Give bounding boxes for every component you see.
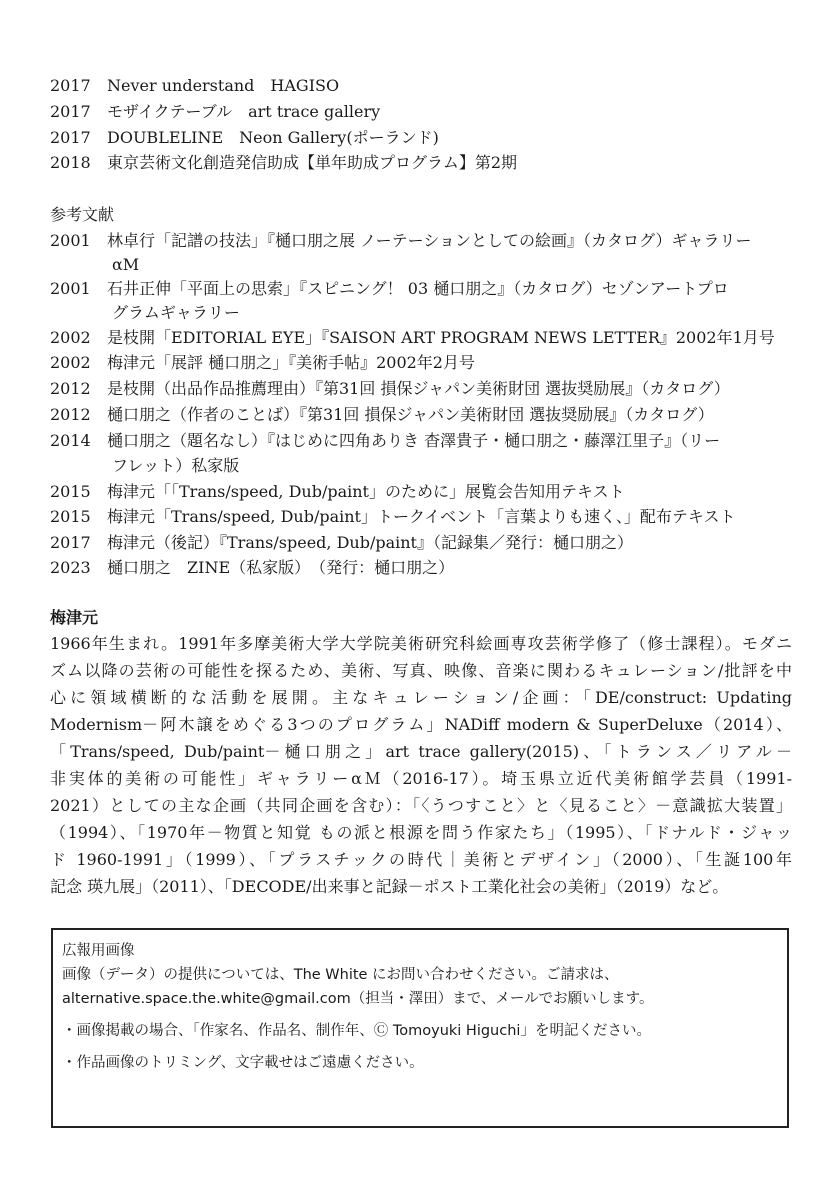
exhibition-year: 2017 [50, 128, 91, 147]
bio-paragraph [50, 630, 792, 900]
reference-text: 梅津元（後記）『Trans/speed, Dub/paint』（記録集／発行：樋口朋之） [107, 533, 633, 552]
press-heading: 広報用画像 [62, 943, 135, 959]
reference-text: 樋口朋之（作者のことば）『第31回 損保ジャパン美術財団 選抜奨励展』（カタログ） [107, 405, 714, 424]
exhibition-text: DOUBLELINE Neon Gallery(ポーランド) [107, 128, 439, 147]
exhibition-text: 東京芸術文化創造発信助成【単年助成プログラム】第2期 [107, 153, 518, 172]
reference-text: 梅津元「「Trans/speed, Dub/paint」のために」展覧会告知用テキスト [107, 482, 625, 501]
bio-line: 1966年生まれ。1991年多摩美術大学大学院美術研究科絵画専攻芸術学修了（修士課程）。モダニ [50, 634, 792, 653]
press-image-notice-box [51, 928, 789, 1128]
reference-year: 2017 [50, 533, 91, 552]
exhibition-year: 2017 [50, 76, 91, 95]
reference-text: 石井正伸「平面上の思索」『スピニング！ 03 樋口朋之』（カタログ）セゾンアートプロ [107, 279, 729, 298]
reference-year: 2001 [50, 231, 91, 250]
exhibition-text: Never understand HAGISO [107, 76, 340, 95]
bio-name-heading: 梅津元 [50, 608, 99, 627]
press-note: ・画像掲載の場合、「作家名、作品名、制作年、Ⓒ Tomoyuki Higuchi」を明記ください。 [62, 1023, 651, 1039]
reference-year: 2001 [50, 279, 91, 298]
bio-line: 非実体的美術の可能性」ギャラリーαＭ（2016-17）。埼玉県立近代美術館学芸員（1991- [50, 769, 792, 788]
bio-line: ド 1960-1991」（1999）、「プラスチックの時代｜美術とデザイン」（2000）、「生誕100年 [50, 850, 792, 869]
reference-year: 2023 [50, 558, 91, 577]
bio-line: Modernism－阿木譲をめぐる3つのプログラム」NADiff modern & SuperDeluxe（2014）、 [50, 715, 792, 734]
reference-text: 是枝開「EDITORIAL EYE」『SAISON ART PROGRAM NEWS LETTER』2002年1月号 [107, 328, 775, 347]
reference-continuation: αM [112, 255, 140, 274]
press-note: ・作品画像のトリミング、文字載せはご遠慮ください。 [62, 1055, 424, 1071]
reference-year: 2015 [50, 482, 91, 501]
exhibition-year: 2017 [50, 102, 91, 121]
bio-line: 心に領域横断的な活動を展開。主なキュレーション/企画：「DE/construct: Updating [50, 688, 792, 707]
reference-text: 是枝開（出品作品推薦理由）『第31回 損保ジャパン美術財団 選抜奨励展』（カタログ） [107, 379, 730, 398]
bio-line: ズム以降の芸術の可能性を探るため、美術、写真、映像、音楽に関わるキュレーション/批評を中 [50, 661, 792, 680]
reference-continuation: グラムギャラリー [112, 303, 240, 322]
reference-year: 2012 [50, 405, 91, 424]
reference-text: 梅津元「Trans/speed, Dub/paint」トークイベント「言葉よりも速く、」配布テキスト [107, 507, 736, 526]
reference-year: 2012 [50, 379, 91, 398]
exhibition-text: モザイクテーブル art trace gallery [107, 102, 381, 121]
bio-line: （1994）、「1970年－物質と知覚 もの派と根源を問う作家たち」（1995）、「ドナルド・ジャッ [50, 823, 792, 842]
exhibition-year: 2018 [50, 153, 91, 172]
reference-text: 樋口朋之 ZINE（私家版） （発行：樋口朋之） [107, 558, 455, 577]
reference-text: 林卓行「記譜の技法」『樋口朋之展 ノーテーションとしての絵画』（カタログ）ギャラリー [107, 231, 752, 250]
reference-text: 樋口朋之（題名なし）『はじめに四角ありき 杳澤貴子・樋口朋之・藤澤江里子』（リー [107, 431, 721, 450]
references-heading: 参考文献 [50, 205, 115, 224]
reference-year: 2015 [50, 507, 91, 526]
press-line: 画像（データ）の提供については、The White にお問い合わせください。ご請求は、 [62, 967, 619, 983]
reference-continuation: フレット）私家版 [112, 456, 240, 475]
bio-line: 記念 瑛九展」（2011）、「DECODE/出来事と記録－ポスト工業化社会の美術」（2019）など。 [50, 877, 729, 896]
reference-text: 梅津元「展評 樋口朋之」『美術手帖』2002年2月号 [107, 353, 475, 372]
reference-year: 2002 [50, 353, 91, 372]
press-contact-line: alternative.space.the.white@gmail.com（担当・澤田）まで、メールでお願いします。 [62, 991, 654, 1007]
reference-year: 2014 [50, 431, 91, 450]
bio-line: 2021）としての主な企画（共同企画を含む）：「〈うつすこと〉と〈見ること〉－意識拡大装置」 [50, 796, 792, 815]
reference-year: 2002 [50, 328, 91, 347]
bio-line: 「Trans/speed, Dub/paint－樋口朋之」art trace gallery(2015)、「トランス／リアル－ [50, 742, 792, 761]
